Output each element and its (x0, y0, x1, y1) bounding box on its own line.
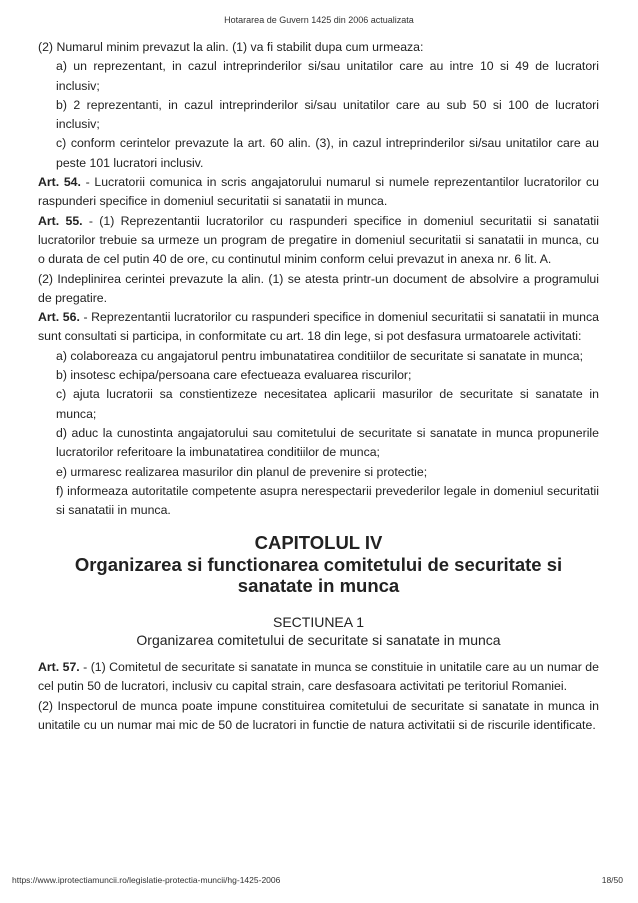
article-label: Art. 55. (38, 213, 83, 228)
article-54 (38, 173, 599, 212)
article-55 (38, 212, 599, 270)
article-text: - Reprezentantii lucratorilor cu raspunderi specifice in domeniul securitatii si sanatatii in munca sunt consultati si participa, in conformitate cu art. 18 din lege, si pot desfasura urmatoarele activitati: (38, 310, 599, 344)
article-label: Art. 57. (38, 659, 80, 674)
article-56 (38, 308, 599, 347)
article-label: Art. 54. (38, 175, 81, 190)
section-label: SECTIUNEA 1 (272, 613, 365, 630)
list-item: b) insotesc echipa/persoana care efectueaza evaluarea riscurilor; (56, 368, 412, 383)
list-item: a) colaboreaza cu angajatorul pentru imbunatatirea conditiilor de securitate si sanatate in munca; (56, 348, 584, 363)
list-item: b) 2 reprezentanti, in cazul intreprinderilor si/sau unitatilor care au sub 50 si 100 de lucratori inclusiv; (56, 97, 599, 132)
footer-url: https://www.iprotectiamuncii.ro/legislatie-protectia-muncii/hg-1425-2006 (12, 875, 281, 885)
article-label: Art. 56. (38, 310, 80, 325)
chapter-label: CAPITOLUL IV (254, 532, 383, 554)
article-57 (38, 658, 599, 697)
list-item: d) aduc la cunostinta angajatorului sau comitetului de securitate si sanatate in munca propunerile lucratorilor referitoare la imbunatatirea conditiilor de munca; (56, 425, 599, 460)
page-header-title: Hotararea de Guvern 1425 din 2006 actualizata (224, 15, 414, 25)
article-text: - Lucratorii comunica in scris angajatorului numarul si numele reprezentantilor lucratorilor cu raspunderi specifice in domeniul securitatii si sanatatii in munca. (38, 175, 599, 209)
document-body (38, 38, 599, 735)
article-text: - (1) Comitetul de securitate si sanatate in munca se constituie in unitatile care au un numar de cel putin 50 de lucratori, inclusiv cu capital strain, care desfasoara activitati pe teritoriul Romaniei. (38, 659, 599, 694)
article-text: - (1) Reprezentantii lucratorilor cu raspunderi specifice in domeniul securitatii si sanatatii lucratorilor trebuie sa urmeze un program de pregatire in domeniul securitatii si sanatatii in munca, cu o durata de cel putin 40 de ore, cu continutul minim conform celui prevazut in anexa nr. 6 lit. A. (38, 213, 599, 267)
paragraph-art53-alin2: (2) Numarul minim prevazut la alin. (1) va fi stabilit dupa cum urmeaza: (38, 40, 424, 54)
list-item: e) urmaresc realizarea masurilor din planul de prevenire si protectie; (56, 464, 428, 479)
paragraph-art57-alin2: (2) Inspectorul de munca poate impune constituirea comitetului de securitate si sanatate in munca in unitatile cu un numar mai mic de 50 de lucratori in functie de natura activitatii si de riscurile identificate. (38, 698, 599, 732)
list-item: c) conform cerintelor prevazute la art. 60 alin. (3), in cazul intreprinderilor si/sau unitatilor care au peste 101 lucratori inclusiv. (56, 136, 599, 170)
chapter-heading (38, 532, 599, 597)
chapter-title: Organizarea si functionarea comitetului de securitate si sanatate in munca (74, 553, 563, 597)
list-item: f) informeaza autoritatile competente asupra nerespectarii prevederilor legale in domeniul securitatii si sanatatii in munca. (56, 483, 599, 518)
list-item: c) ajuta lucratorii sa constientizeze necesitatea aplicarii masurilor de securitate si sanatate in munca; (56, 387, 599, 421)
list-item: a) un reprezentant, in cazul intreprinderilor si/sau unitatilor care au intre 10 si 49 de lucratori inclusiv; (56, 59, 599, 93)
section-title: Organizarea comitetului de securitate si sanatate in munca (136, 632, 501, 649)
paragraph-art55-alin2: (2) Indeplinirea cerintei prevazute la alin. (1) se atesta printr-un document de absolvire a programului de pregatire. (38, 271, 599, 305)
page-number: 18/50 (601, 875, 623, 885)
